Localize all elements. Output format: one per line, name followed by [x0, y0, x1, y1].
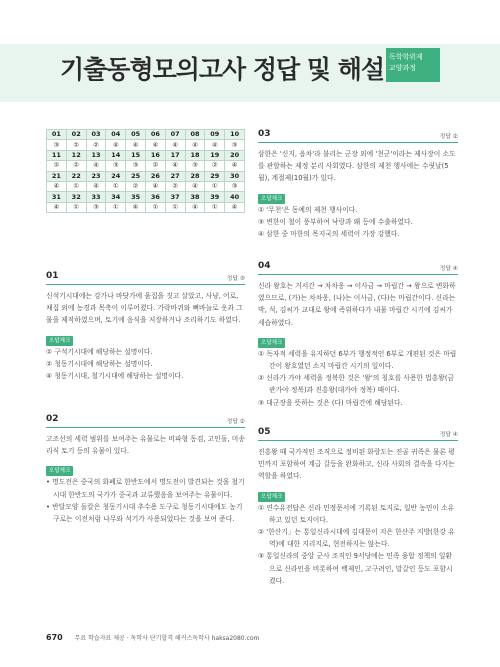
answer-key-table: [46, 129, 245, 213]
question-number-cell: 38: [185, 192, 205, 202]
answer-cell: ④: [225, 161, 245, 171]
option-note: ③ 변한이 철이 풍부하여 낙랑과 왜 등에 수출하였다.: [258, 217, 413, 226]
answer-cell: ③: [185, 161, 205, 171]
question-number-cell: 05: [126, 130, 146, 140]
answer-cell: ③: [47, 140, 67, 150]
question-number-cell: 16: [145, 150, 165, 160]
question-number-cell: 02: [66, 130, 86, 140]
answer-cell: ③: [126, 161, 146, 171]
question-number-cell: 21: [47, 171, 67, 181]
wrong-answer-tag: 오답체크: [46, 336, 73, 346]
question-header: [258, 427, 458, 441]
answer-cell: ②: [47, 161, 67, 171]
question-number-cell: 23: [86, 171, 106, 181]
question-number-cell: 12: [66, 150, 86, 160]
question-number-cell: 28: [185, 171, 205, 181]
question-number: 02: [46, 414, 59, 424]
answer-cell: ④: [47, 202, 67, 212]
answer-cell: ①: [106, 202, 126, 212]
question-number-cell: 32: [66, 192, 86, 202]
question-answer: 정답 ③: [226, 276, 245, 282]
answer-cell: ③: [225, 181, 245, 191]
answer-cell: ④: [145, 140, 165, 150]
question-header: [46, 414, 245, 428]
option-note: ④ 삼한 중 마한의 목지국의 세력이 가장 강했다.: [258, 230, 400, 239]
question-number-cell: 14: [106, 150, 126, 160]
question-number-cell: 03: [86, 130, 106, 140]
answer-cell: ②: [205, 161, 225, 171]
option-note: ② '한산기」는 통일신라시대에 김대문이 지은 한산주 지방(한강 유역)에 대한 지리지로, 현전하지는 않는다.: [258, 528, 455, 549]
question-number-cell: 20: [225, 150, 245, 160]
answer-value-row: [47, 161, 245, 171]
answer-cell: ①: [205, 202, 225, 212]
section-badge-line1: 독학학위제: [389, 53, 423, 61]
answer-cell: ④: [106, 140, 126, 150]
option-note: ① 연수유전답은 신라 민정문서에 기록된 토지로, 일반 농민이 소유하고 있던 토지이다.: [258, 503, 455, 524]
question-number-cell: 29: [205, 171, 225, 181]
question-number-cell: 35: [126, 192, 146, 202]
answer-cell: ④: [185, 181, 205, 191]
question-number-cell: 40: [225, 192, 245, 202]
question-number-cell: 10: [225, 130, 245, 140]
question-05: [258, 427, 458, 587]
question-answer: 정답 ④: [439, 432, 458, 438]
question-number-cell: 25: [126, 171, 146, 181]
answer-cell: ④: [47, 181, 67, 191]
answer-cell: ④: [86, 161, 106, 171]
question-header: [258, 261, 458, 275]
question-number-cell: 39: [205, 192, 225, 202]
answer-value-row: [47, 202, 245, 212]
wrong-answer-tag: 오답체크: [258, 194, 285, 204]
bullet-note: • 명도전은 중국의 화폐로 한반도에서 명도전이 발견되는 것을 철기시대 한반도의 국가가 중국과 교류했음을 보여주는 유물이다.: [46, 478, 245, 499]
answer-cell: ④: [165, 140, 185, 150]
answer-cell: ②: [66, 161, 86, 171]
question-number-cell: 26: [145, 171, 165, 181]
question-number-cell: 30: [225, 171, 245, 181]
question-number-cell: 22: [66, 171, 86, 181]
answer-cell: ④: [185, 202, 205, 212]
answer-cell: ②: [66, 140, 86, 150]
option-note: ① 독자적 세력을 유지하던 6부가 행정적인 6부로 개편된 것은 마립간이 왕호였던 소지 마립간 시기의 일이다.: [258, 349, 457, 371]
answer-cell: ①: [145, 202, 165, 212]
answer-cell: ②: [86, 140, 106, 150]
question-header: [258, 129, 458, 143]
question-number-cell: 15: [126, 150, 146, 160]
wrong-answer-tag: 오답체크: [258, 492, 285, 502]
answer-value-row: [47, 140, 245, 150]
question-number-cell: 19: [205, 150, 225, 160]
answer-cell: ③: [86, 202, 106, 212]
question-number-cell: 33: [86, 192, 106, 202]
question-number: 05: [258, 427, 271, 437]
answer-cell: ④: [126, 202, 146, 212]
question-answer: 정답 ②: [439, 134, 458, 140]
question-answer: 정답 ②: [226, 419, 245, 425]
section-badge: [386, 48, 440, 82]
question-03: [258, 129, 458, 240]
page-number: 670: [46, 633, 63, 642]
option-note: ① 구석기시대에 해당하는 설명이다.: [46, 347, 153, 356]
answer-cell: ②: [145, 161, 165, 171]
question-explanation: 신라 왕호는 거서간 → 차차웅 → 이사금 → 마립간 → 왕으로 변화하였으므로, (가)는 차차웅, (나)는 이사금, (다)는 마립간이다. 신라는 박, 석, 김씨가 교대로 왕에 즉위하다가 내물 마립간 시기에 김씨가 세습하였다.: [258, 282, 456, 327]
option-note: ② 청동기시대에 해당하는 설명이다.: [46, 359, 153, 368]
answer-cell: ②: [126, 181, 146, 191]
answer-cell: ④: [185, 140, 205, 150]
answer-cell: ④: [126, 140, 146, 150]
question-number-cell: 31: [47, 192, 67, 202]
answer-number-row: [47, 150, 245, 160]
answer-value-row: [47, 181, 245, 191]
answer-cell: ④: [205, 140, 225, 150]
answer-cell: ①: [106, 181, 126, 191]
wrong-answer-tag: 오답체크: [46, 466, 73, 476]
answer-cell: ①: [66, 181, 86, 191]
answer-cell: ①: [205, 181, 225, 191]
question-number-cell: 04: [106, 130, 126, 140]
answer-number-row: [47, 192, 245, 202]
question-explanation: 고조선의 세력 범위를 보여주는 유물로는 비파형 동검, 고인돌, 미송리식 토기 등의 유물이 있다.: [46, 435, 245, 456]
answer-cell: ④: [86, 181, 106, 191]
question-number-cell: 34: [106, 192, 126, 202]
answer-cell: ③: [225, 140, 245, 150]
question-explanation: 신석기시대에는 강가나 바닷가에 움집을 짓고 살았고, 사냥, 어로, 채집 외에 농경과 목축이 이루어졌다. 가락바퀴와 뼈바늘로 옷과 그물을 제작하였으며, 토기에 음식을 저장하거나 조리하기도 하였다.: [46, 292, 243, 325]
bullet-note: • 반달모양 돌칼은 청동기시대 추수용 도구로 청동기시대에도 농기구로는 이전처럼 나무와 석기가 사용되었다는 것을 보여 준다.: [46, 502, 243, 524]
question-number-cell: 27: [165, 171, 185, 181]
option-note: ③ 통일신라의 중앙 군사 조직인 9서당에는 민족 융합 정책의 일환으로 신라인을 비롯하여 백제인, 고구려인, 말갈인 등도 포함시켰다.: [258, 552, 453, 585]
question-number-cell: 37: [165, 192, 185, 202]
option-note: ④ 청동기시대, 철기시대에 해당하는 설명이다.: [46, 372, 184, 381]
question-number: 04: [258, 261, 271, 271]
answer-number-row: [47, 171, 245, 181]
question-number: 03: [258, 129, 271, 139]
question-number-cell: 18: [185, 150, 205, 160]
answer-cell: ①: [165, 202, 185, 212]
answer-cell: ④: [165, 161, 185, 171]
question-01: [46, 271, 245, 382]
question-number-cell: 01: [47, 130, 67, 140]
question-header: [46, 271, 245, 285]
question-explanation: 진흥왕 때 국가적인 조직으로 정비된 화랑도는 진골 귀족은 물론 평민까지 포함하여 계급 갈등을 완화하고, 신라 사회의 결속을 다지는 역할을 하였다.: [258, 448, 455, 481]
question-number-cell: 06: [145, 130, 165, 140]
question-04: [258, 261, 458, 409]
answer-cell: ②: [165, 181, 185, 191]
section-badge-line2: 교양과정: [389, 64, 417, 72]
question-number-cell: 11: [47, 150, 67, 160]
question-number-cell: 08: [185, 130, 205, 140]
wrong-answer-tag: 오답체크: [258, 338, 285, 348]
answer-number-row: [47, 130, 245, 140]
question-answer: 정답 ④: [439, 266, 458, 272]
question-number-cell: 24: [106, 171, 126, 181]
question-number-cell: 09: [205, 130, 225, 140]
answer-cell: ④: [225, 202, 245, 212]
question-number-cell: 07: [165, 130, 185, 140]
page-title: 기출동형모의고사 정답 및 해설: [60, 55, 385, 84]
option-note: ② 신라가 가야 세력을 정복한 것은 '왕'의 칭호를 사용한 법흥왕(금관가야 정복)과 진흥왕(대가야 정복) 때이다.: [258, 374, 455, 395]
question-number-cell: 13: [86, 150, 106, 160]
option-note: ③ 대군장을 뜻하는 것은 (다) 마립간에 해당된다.: [258, 398, 403, 407]
question-explanation: 삼한은 '신지, 읍차'라 불리는 군장 외에 '천군'이라는 제사장이 소도를 관할하는 제정 분리 사회였다. 삼한의 제천 행사에는 수릿날(5월), 계절제(10월)가 있다.: [258, 150, 456, 183]
answer-cell: ④: [145, 181, 165, 191]
footer-text: 무료 학습자료 제공 · 독학사 단기합격 해커스독학사 haksa2080.com: [74, 635, 260, 642]
question-number: 01: [46, 271, 59, 281]
question-02: [46, 414, 245, 525]
option-note: ① '무천'은 동예의 제천 행사이다.: [258, 205, 358, 214]
question-number-cell: 17: [165, 150, 185, 160]
question-number-cell: 36: [145, 192, 165, 202]
answer-cell: ③: [106, 161, 126, 171]
page-footer: [46, 633, 259, 642]
answer-cell: ①: [66, 202, 86, 212]
